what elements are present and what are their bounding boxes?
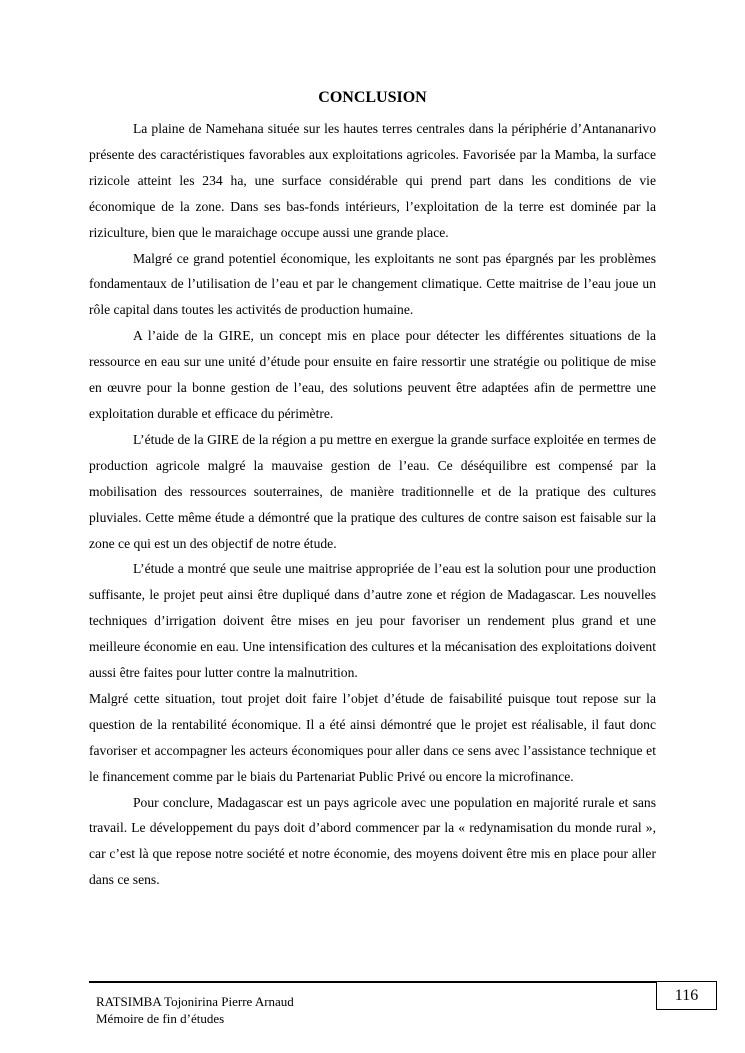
- footer-divider: [89, 981, 656, 983]
- paragraph-3: A l’aide de la GIRE, un concept mis en place pour détecter les différentes situations de la ressource en eau sur une unité d’étude pour ensuite en faire ressortir une stratégie ou politique de mise en œuvre pour la bonne gestion de l’eau, des solutions peuvent être adaptées afin de permettre une exploitation durable et efficace du périmètre.: [89, 328, 656, 421]
- paragraph-7: Pour conclure, Madagascar est un pays agricole avec une population en majorité rurale et sans travail. Le développement du pays doit d’abord commencer par la « redynamisation du monde rural », car c’est là que repose notre société et notre économie, des moyens doivent être mis en place pour aller dans ce sens.: [89, 794, 656, 888]
- footer-document-type: Mémoire de fin d’études: [96, 1011, 225, 1026]
- conclusion-body: [89, 116, 656, 893]
- paragraph-5: L’étude a montré que seule une maitrise appropriée de l’eau est la solution pour une production suffisante, le projet peut ainsi être dupliqué dans d’autre zone et région de Madagascar. Les nouvelles techniques d’irrigation doivent être mises en jeu pour favoriser un rendement plus grand et une meilleure économie en eau. Une intensification des cultures et la mécanisation des exploitations doivent aussi être faites pour lutter contre la malnutrition.: [89, 561, 656, 681]
- paragraph-2: Malgré ce grand potentiel économique, les exploitants ne sont pas épargnés par les problèmes fondamentaux de l’utilisation de l’eau et par le changement climatique. Cette maitrise de l’eau joue un rôle capital dans toutes les activités de production humaine.: [89, 250, 656, 318]
- footer-author: RATSIMBA Tojonirina Pierre Arnaud: [96, 994, 294, 1009]
- page-number: 116: [656, 981, 717, 1010]
- paragraph-4: L’étude de la GIRE de la région a pu mettre en exergue la grande surface exploitée en termes de production agricole malgré la mauvaise gestion de l’eau. Ce déséquilibre est compensé par la mobilisation des ressources souterraines, de manière traditionnelle et de la pratique des cultures pluviales. Cette même étude a démontré que la pratique des cultures de contre saison est faisable sur la zone ce qui est un des objectif de notre étude.: [89, 431, 656, 551]
- paragraph-1: La plaine de Namehana située sur les hautes terres centrales dans la périphérie d’Antananarivo présente des caractéristiques favorables aux exploitations agricoles. Favorisée par la Mamba, la surface rizicole atteint les 234 ha, une surface considérable qui prend part dans les conditions de vie économique de la zone. Dans ses bas-fonds intérieurs, l’exploitation de la terre est dominée par la riziculture, bien que le maraichage occupe aussi une grande place.: [89, 121, 656, 240]
- page-title: CONCLUSION: [318, 89, 427, 106]
- paragraph-6: Malgré cette situation, tout projet doit faire l’objet d’étude de faisabilité puisque tout repose sur la question de la rentabilité économique. Il a été ainsi démontré que le projet est réalisable, il faut donc favoriser et accompagner les acteurs économiques pour aller dans ce sens avec l’assistance technique et le financement comme par le biais du Partenariat Public Privé ou encore la microfinance.: [89, 690, 656, 784]
